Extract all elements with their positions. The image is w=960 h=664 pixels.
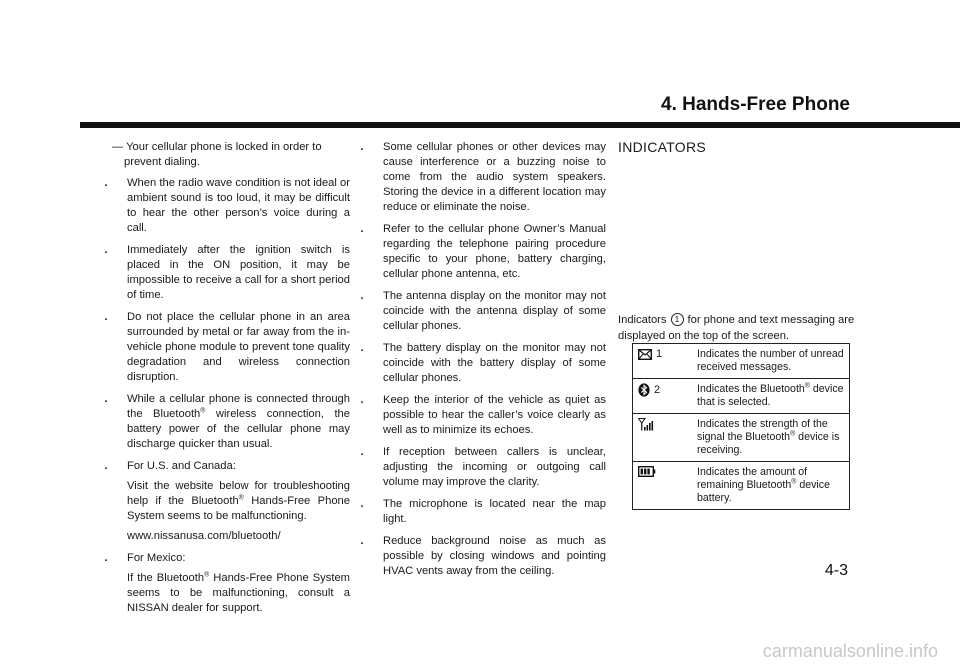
indicators-table (632, 343, 850, 510)
bullet-text: The microphone is located near the map light. (383, 498, 606, 525)
text-fragment: Indicates the strength of the signal the Bluetooth (697, 418, 828, 443)
watermark: carmanualsonline.info (762, 641, 938, 661)
bullet-dot: . (360, 535, 364, 547)
indicators-intro (618, 312, 858, 344)
bullet-item (356, 289, 606, 334)
bullet-item (356, 341, 606, 386)
registered-mark: ® (200, 407, 206, 415)
registered-mark: ® (238, 494, 244, 502)
bullet-text: Do not place the cellular phone in an area surrounded by metal or far away from the in-vehicle phone module to prevent tone quality degradation and wireless connection disruption. (127, 311, 350, 383)
bullet-item (100, 243, 350, 303)
bullet-heading: For Mexico: (127, 552, 186, 564)
text-fragment: Hands-Free Phone System seems to be malfunctioning, consult a NISSAN dealer for support. (127, 572, 351, 614)
description-cell (692, 414, 850, 462)
icon-cell (633, 379, 693, 414)
registered-mark: ® (804, 382, 810, 390)
bullet-text: Some cellular phones or other devices may cause interference or a buzzing noise to come from the audio system speakers. Storing the device in a different location may reduce or eliminate the noise. (383, 141, 606, 213)
bullet-item (100, 176, 350, 236)
text-fragment: Visit the website below for troubleshooting help if the Bluetooth (127, 480, 350, 507)
bullet-dot: . (360, 223, 364, 235)
registered-mark: ® (790, 430, 796, 438)
bullet-dot: . (104, 177, 108, 189)
bullet-dot: . (360, 394, 364, 406)
bullet-item (100, 551, 350, 616)
envelope-icon (638, 349, 652, 360)
icon-number: 2 (654, 383, 661, 396)
text-fragment: wireless connection, the battery power of the cellular phone may discharge quicker than usual. (127, 408, 350, 450)
table-row (633, 344, 850, 379)
column-2 (356, 140, 606, 586)
bluetooth-icon (638, 383, 650, 397)
bullet-heading: For U.S. and Canada: (127, 460, 236, 472)
bullet-dot: . (104, 460, 108, 472)
text-fragment: Indicates the Bluetooth (697, 383, 805, 395)
bullet-dot: . (360, 342, 364, 354)
page-number: 4-3 (824, 562, 848, 579)
website-link[interactable]: www.nissanusa.com/bluetooth/ (127, 530, 281, 542)
column-1 (100, 140, 350, 623)
table-row (633, 379, 850, 414)
bullet-dot: . (104, 244, 108, 256)
bullet-item (100, 392, 350, 452)
description-cell (692, 462, 850, 510)
bullet-item (100, 459, 350, 544)
text-fragment: Indicates the number of unread received messages. (697, 348, 844, 373)
column-3 (618, 140, 858, 155)
bullet-text: Keep the interior of the vehicle as quiet as possible to hear the caller’s voice clearly as well as to minimize its echoes. (383, 394, 606, 436)
table-row (633, 462, 850, 510)
bullet-text: If reception between callers is unclear, adjusting the incoming or outgoing call volume may improve the clarity. (383, 446, 606, 488)
sub-item: — Your cellular phone is locked in order to prevent dialing. (112, 141, 322, 168)
section-title: 4. Hands-Free Phone (661, 94, 850, 115)
bullet-text: The antenna display on the monitor may not coincide with the antenna display of some cellular phones. (383, 290, 606, 332)
indicators-heading: INDICATORS (618, 139, 707, 155)
icon-cell (633, 414, 693, 462)
text-fragment: If the Bluetooth (127, 572, 205, 584)
bullet-item (356, 534, 606, 579)
bullet-text (127, 571, 350, 616)
table-row (633, 414, 850, 462)
icon-cell (633, 344, 693, 379)
callout-number: 1 (671, 313, 684, 326)
bullet-item (356, 222, 606, 282)
text-fragment: Hands-Free Phone System seems to be malfunctioning. (127, 495, 350, 522)
bullet-dot: . (104, 552, 108, 564)
bullet-dot: . (104, 311, 108, 323)
bullet-item (356, 445, 606, 490)
text-fragment: device battery. (697, 479, 830, 504)
bullet-text: When the radio wave condition is not ideal or ambient sound is too loud, it may be difficult to hear the other person’s voice during a call. (127, 177, 350, 234)
text-fragment: device is receiving. (697, 431, 840, 456)
bullet-dot: . (360, 290, 364, 302)
header-rule (80, 122, 960, 128)
bullet-item (356, 497, 606, 527)
text-fragment: Indicates the amount of remaining Bluetooth (697, 466, 808, 491)
bullet-text: The battery display on the monitor may not coincide with the battery display of some cellular phones. (383, 342, 606, 384)
battery-icon (638, 466, 656, 477)
bullet-text: Immediately after the ignition switch is placed in the ON position, it may be impossible to receive a call for a short period of time. (127, 244, 350, 301)
bullet-text (127, 479, 350, 524)
signal-icon (638, 418, 654, 431)
text-fragment: device that is selected. (697, 383, 844, 408)
icon-cell (633, 462, 693, 510)
icon-number: 1 (656, 348, 663, 360)
registered-mark: ® (204, 571, 210, 579)
text-fragment: While a cellular phone is connected through the Bluetooth (127, 393, 350, 420)
bullet-item (356, 140, 606, 215)
bullet-text: Refer to the cellular phone Owner’s Manual regarding the telephone pairing procedure specific to your phone, battery charging, cellular phone antenna, etc. (383, 223, 606, 280)
bullet-item (100, 310, 350, 385)
bullet-item (356, 393, 606, 438)
bullet-text: Reduce background noise as much as possible by closing windows and pointing HVAC vents away from the ceiling. (383, 535, 606, 577)
description-cell (692, 379, 850, 414)
registered-mark: ® (791, 478, 797, 486)
bullet-dot: . (360, 446, 364, 458)
text-fragment: Indicators (618, 314, 667, 326)
text-fragment: for phone and text messaging are displayed on the top of the screen. (618, 314, 855, 342)
bullet-dot: . (360, 498, 364, 510)
bullet-dot: . (360, 141, 364, 153)
description-cell (692, 344, 850, 379)
bullet-dot: . (104, 393, 108, 405)
bullet-text (127, 392, 350, 452)
